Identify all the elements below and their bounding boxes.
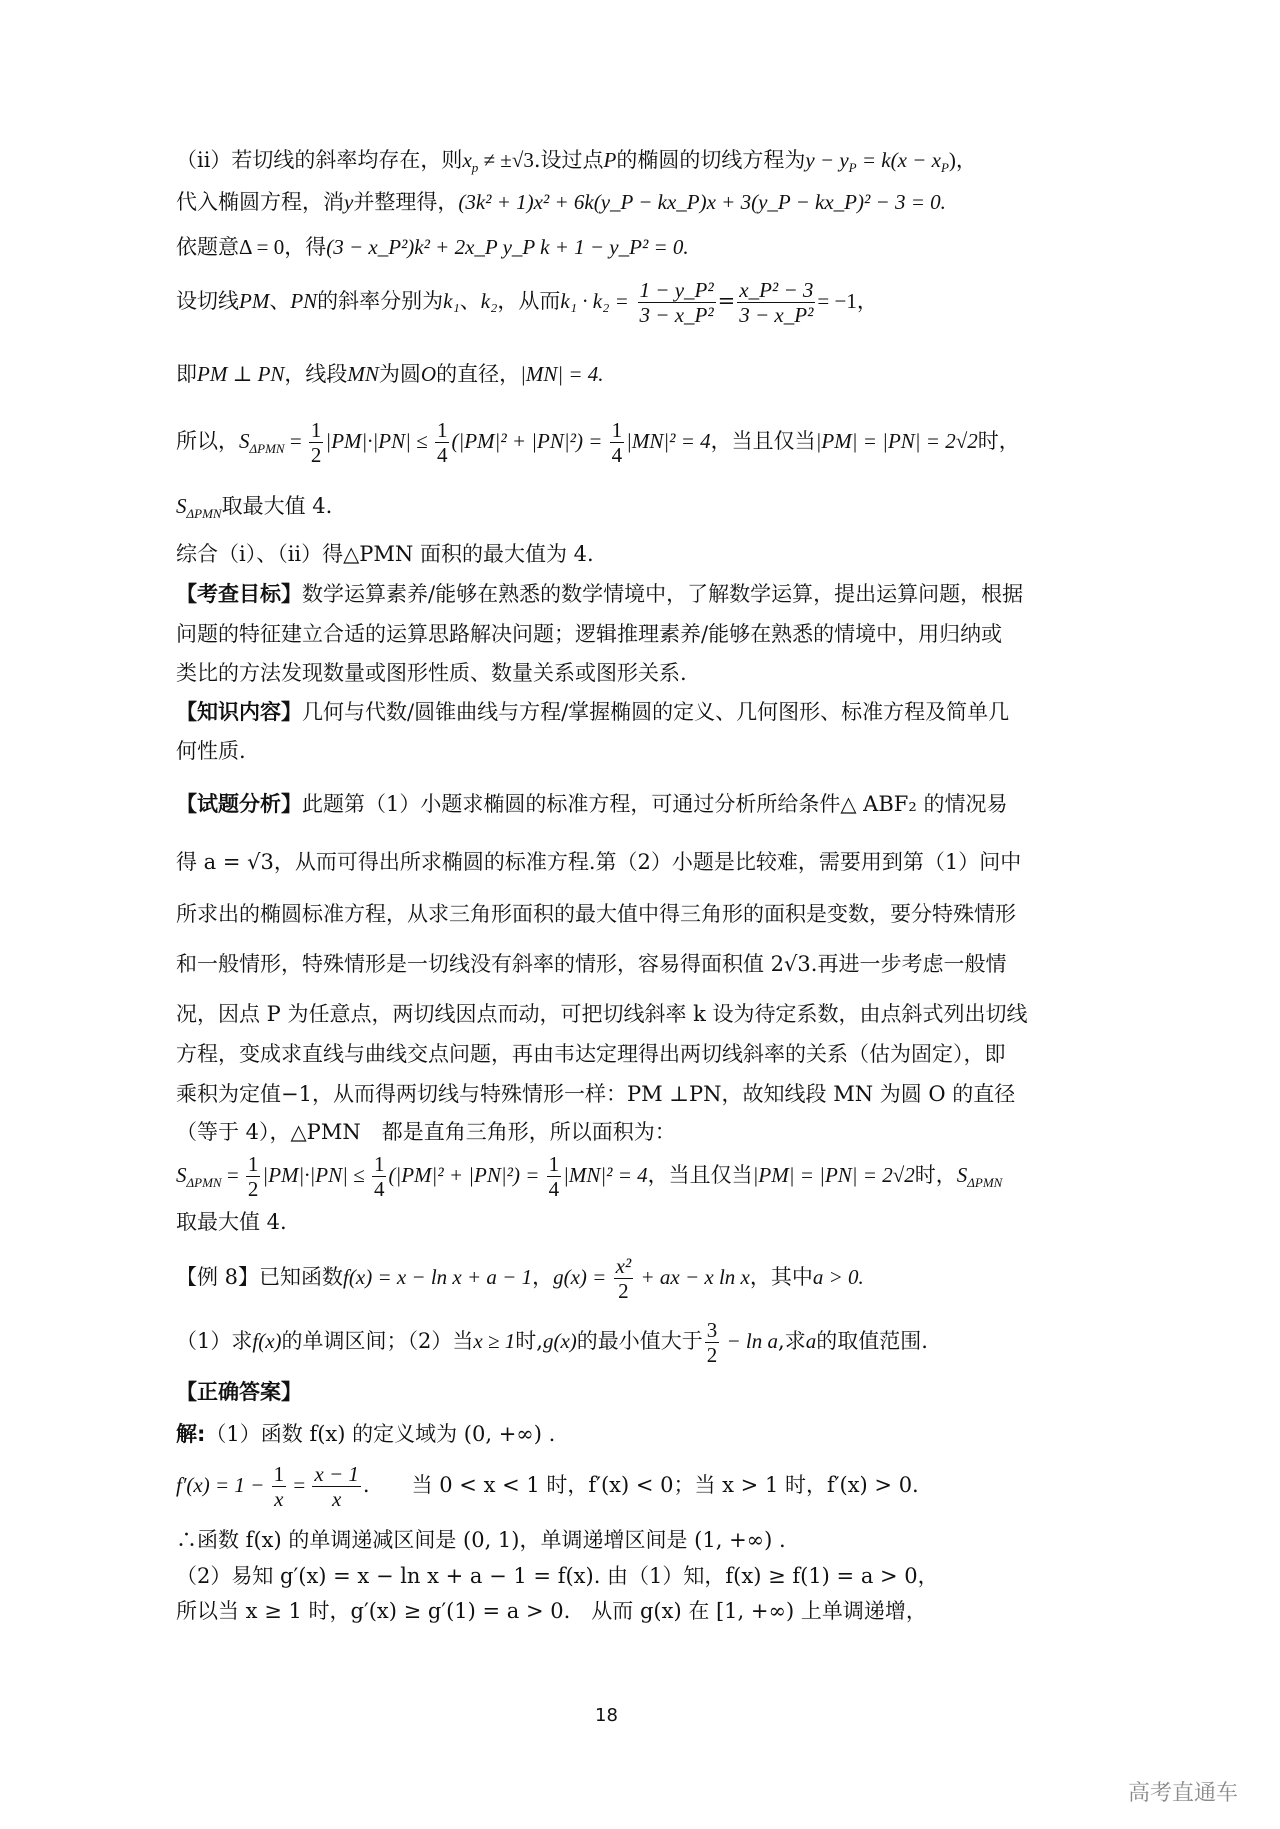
math: S — [956, 1163, 968, 1187]
text-line-10 — [176, 620, 1002, 648]
math: ΔPMN — [186, 506, 222, 522]
math: P — [940, 160, 949, 176]
math: |MN|² = 4 — [563, 1163, 648, 1187]
math: y — [344, 190, 354, 214]
math: a — [805, 1329, 817, 1353]
text: 和一般情形，特殊情形是一切线没有斜率的情形，容易得面积值 2√3.再进一步考虑一般情 — [176, 952, 1007, 976]
text: .设过点 — [533, 148, 604, 172]
text-line-22 — [176, 1152, 1002, 1201]
math: PN — [290, 289, 318, 313]
text-line-6 — [176, 418, 1020, 467]
text-line-21 — [176, 1118, 676, 1146]
text: 依题意 — [176, 235, 239, 259]
denominator: 4 — [611, 443, 623, 467]
text: . 当 0 < x < 1 时，f′(x) < 0；当 x > 1 时，f′(x) > 0. — [362, 1473, 919, 1497]
math: p — [471, 160, 479, 176]
watermark: 高考直通车 — [1128, 1781, 1239, 1806]
denominator: x — [274, 1487, 284, 1511]
fraction — [435, 418, 450, 467]
math: P — [603, 148, 617, 172]
math: a > 0. — [812, 1265, 864, 1289]
text-line-24 — [176, 1254, 864, 1303]
text: 已知函数 — [259, 1265, 344, 1289]
text: 乘积为定值−1，从而得两切线与特殊情形一样：PM ⊥PN，故知线段 MN 为圆 O 的直径 — [176, 1082, 1016, 1106]
math: |PM|·|PN| ≤ — [262, 1163, 370, 1187]
numerator: 1 — [548, 1152, 560, 1176]
text: 何性质. — [176, 739, 246, 763]
text: 几何与代数/圆锥曲线与方程/掌握椭圆的定义、几何图形、标准方程及简单几 — [302, 700, 1010, 724]
text-line-28 — [176, 1462, 919, 1511]
math: x ≥ 1 — [473, 1329, 516, 1353]
section-heading: 【正确答案】 — [176, 1380, 302, 1404]
text-line-7 — [176, 492, 332, 528]
text: 的斜率分别为 — [317, 289, 444, 313]
text: 况，因点 P 为任意点，两切线因点而动，可把切线斜率 k 设为待定系数，由点斜式列出切线 — [176, 1002, 1028, 1026]
numerator: 1 — [436, 418, 448, 442]
math: + ax − x ln x — [635, 1265, 750, 1289]
text-line-4: 设切线PM、PN的斜率分别为k₁、k₂，从而k₁ · k₂ = $\frac{\text{1 − y\_P²}}{\text{3 − x\_P²}}$ = $\frac{\text{x\_P² − 3}}{\text{3 − x\_P²}}$ = −1， — [176, 278, 878, 327]
fraction — [272, 1462, 287, 1511]
text-line-15 — [176, 848, 1021, 876]
text-line-18 — [176, 1000, 1028, 1028]
math: f(x) — [252, 1329, 282, 1353]
text: 设切线 — [176, 289, 239, 313]
text: 为圆 — [378, 362, 421, 386]
math: Δ = 0 — [239, 235, 285, 259]
example-label: 【例 8】 — [176, 1265, 260, 1289]
text-line-23 — [176, 1208, 287, 1236]
numerator: x² — [615, 1254, 632, 1278]
numerator: 1 — [373, 1152, 385, 1176]
text-line-13 — [176, 737, 246, 765]
text-line-17 — [176, 950, 1006, 978]
text: 的取值范围. — [816, 1329, 928, 1353]
text: 时， — [977, 429, 1020, 453]
math: S — [176, 494, 187, 518]
math: |PM| = |PN| = 2√2 — [815, 429, 978, 453]
numerator: 1 — [247, 1152, 259, 1176]
text: 所以当 x ≥ 1 时，g′(x) ≥ g′(1) = a > 0. 从而 g(x) 在 [1, +∞) 上单调递增， — [176, 1599, 927, 1623]
numerator: x − 1 — [314, 1462, 359, 1486]
text: （2）易知 g′(x) = x − ln x + a − 1 = f(x). 由（1）知，f(x) ≥ f(1) = a > 0， — [176, 1564, 939, 1588]
text: 并整理得， — [353, 190, 459, 214]
text-line-2 — [176, 188, 946, 216]
text: 类比的方法发现数量或图形性质、数量关系或图形关系. — [176, 661, 687, 685]
math: = −1， — [817, 289, 878, 313]
text-line-3 — [176, 233, 689, 261]
text-line-16 — [176, 900, 1016, 928]
section-heading: 【试题分析】 — [176, 792, 302, 816]
math: (|PM|² + |PN|²) = — [388, 1163, 545, 1187]
math: ΔPMN — [186, 1175, 222, 1191]
text: 、 — [269, 289, 291, 313]
math: f′(x) = 1 − — [176, 1473, 270, 1497]
text: 取最大值 4. — [176, 1210, 287, 1234]
math: g(x) = — [553, 1265, 612, 1289]
text-line-31 — [176, 1597, 927, 1625]
math: |PM|·|PN| ≤ — [325, 429, 433, 453]
denominator: 2 — [618, 1279, 629, 1303]
text: 问题的特征建立合适的运算思路解决问题；逻辑推理素养/能够在熟悉的情境中，用归纳或 — [176, 622, 1003, 646]
math: |MN| = 4. — [520, 362, 604, 386]
math: y − y — [805, 148, 849, 172]
text: ， — [532, 1265, 554, 1289]
text-line-29 — [176, 1526, 786, 1554]
text: 的最小值大于 — [576, 1329, 703, 1353]
text-line-8 — [176, 540, 594, 568]
fraction — [246, 1152, 261, 1201]
denominator: 4 — [548, 1177, 560, 1201]
math: P — [848, 160, 857, 176]
text: 时， — [914, 1163, 957, 1187]
page-number: 18 — [595, 1705, 618, 1726]
math: S — [239, 429, 250, 453]
fraction — [610, 418, 625, 467]
text-line-9 — [176, 580, 1023, 608]
text-line-14 — [176, 790, 1007, 818]
text-line-11 — [176, 659, 687, 687]
text: 数学运算素养/能够在熟悉的数学情境中，了解数学运算，提出运算问题，根据 — [302, 582, 1024, 606]
math: )， — [948, 148, 977, 172]
math: PM — [239, 289, 270, 313]
fraction — [547, 1152, 562, 1201]
text: 、 — [459, 289, 481, 313]
text-line-26 — [176, 1378, 302, 1406]
math: ΔPMN — [249, 441, 285, 457]
fraction — [372, 1152, 387, 1201]
text-line-25 — [176, 1318, 928, 1367]
numerator: 1 − y_P² — [639, 278, 714, 302]
numerator: 1 — [310, 418, 322, 442]
math: = — [221, 1163, 244, 1187]
text-line-19 — [176, 1040, 1006, 1068]
denominator: 2 — [310, 443, 322, 467]
math: k₁ — [443, 289, 460, 313]
math: ≠ ±√3 — [478, 148, 534, 172]
text: ，当且仅当 — [710, 429, 816, 453]
text: ，其中 — [749, 1265, 813, 1289]
math: = — [284, 429, 307, 453]
text: ，从而 — [497, 289, 561, 313]
text: 所求出的椭圆标准方程，从求三角形面积的最大值中得三角形的面积是变数，要分特殊情形 — [176, 902, 1016, 926]
denominator: 3 − x_P² — [639, 303, 714, 327]
denominator: 2 — [706, 1343, 718, 1367]
denominator: x — [332, 1487, 342, 1511]
text: 取最大值 4. — [221, 494, 333, 518]
numerator: 3 — [706, 1318, 718, 1342]
text: 方程，变成求直线与曲线交点问题，再由韦达定理得出两切线斜率的关系（估为固定），即 — [176, 1042, 1006, 1066]
text: 即 — [176, 362, 197, 386]
text-line-30 — [176, 1562, 939, 1590]
math: (|PM|² + |PN|²) = — [451, 429, 608, 453]
math: ΔPMN — [967, 1175, 1003, 1191]
section-heading: 【考查目标】 — [176, 582, 302, 606]
denominator: 2 — [247, 1177, 259, 1201]
math: k₁ · k₂ = — [560, 289, 629, 313]
text: （等于 4），△PMN 都是直角三角形，所以面积为： — [176, 1120, 676, 1144]
math: MN — [347, 362, 379, 386]
text-line-5 — [176, 360, 604, 388]
text: ，线段 — [284, 362, 348, 386]
text: 代入椭圆方程，消 — [176, 190, 344, 214]
fraction — [638, 278, 716, 327]
text: 的直径， — [436, 362, 521, 386]
math: (3 − x_P²)k² + 2x_P y_P k + 1 − y_P² = 0. — [326, 235, 689, 259]
text: 此题第（1）小题求椭圆的标准方程，可通过分析所给条件△ ABF₂ 的情况易 — [302, 792, 1008, 816]
section-heading: 【知识内容】 — [176, 700, 302, 724]
text: （ii）若切线的斜率均存在，则 — [176, 148, 463, 172]
numerator: 1 — [611, 418, 623, 442]
math: x — [462, 148, 472, 172]
text: 所以， — [176, 429, 239, 453]
text: ，当且仅当 — [647, 1163, 753, 1187]
fraction — [705, 1318, 720, 1367]
math: g(x) — [542, 1329, 577, 1353]
math: = k(x − x — [856, 148, 941, 172]
text: （1）求 — [176, 1329, 253, 1353]
text: 的椭圆的切线方程为 — [616, 148, 806, 172]
math: |MN|² = 4 — [626, 429, 711, 453]
numerator: 1 — [273, 1462, 285, 1486]
numerator: x_P² − 3 — [739, 278, 814, 302]
text: ，得 — [284, 235, 327, 259]
fraction — [312, 1462, 361, 1511]
fraction — [309, 418, 324, 467]
math: (3k² + 1)x² + 6k(y_P − kx_P)x + 3(y_P − kx_P)² − 3 = 0. — [458, 190, 946, 214]
text: ∴函数 f(x) 的单调递减区间是 (0, 1)，单调递增区间是 (1, +∞) . — [176, 1528, 786, 1552]
math: PM ⊥ PN — [197, 362, 285, 386]
text-line-12 — [176, 698, 1009, 726]
text: 时, — [515, 1329, 543, 1353]
math: |PM| = |PN| = 2√2 — [752, 1163, 915, 1187]
text: 得 a = √3，从而可得出所求椭圆的标准方程.第（2）小题是比较难，需要用到第（1）问中 — [176, 850, 1022, 874]
math: − ln a — [721, 1329, 779, 1353]
text-line-1 — [176, 146, 977, 182]
math: O — [420, 362, 437, 386]
denominator: 4 — [436, 443, 448, 467]
fraction — [737, 278, 815, 327]
math: = — [288, 1473, 311, 1497]
math: S — [176, 1163, 187, 1187]
text: 的单调区间；（2）当 — [281, 1329, 474, 1353]
denominator: 3 − x_P² — [739, 303, 814, 327]
fraction — [614, 1254, 634, 1303]
text-line-27 — [176, 1420, 555, 1448]
text: （1）函数 f(x) 的定义域为 (0, +∞) . — [205, 1422, 556, 1446]
math: f(x) = x − ln x + a − 1 — [343, 1265, 533, 1289]
math: k₂ — [480, 289, 498, 313]
denominator: 4 — [373, 1177, 385, 1201]
text: ,求 — [778, 1329, 806, 1353]
text: 综合（i）、（ii）得△PMN 面积的最大值为 4. — [176, 542, 594, 566]
solution-label: 解: — [176, 1422, 206, 1446]
text-line-20 — [176, 1080, 1015, 1108]
